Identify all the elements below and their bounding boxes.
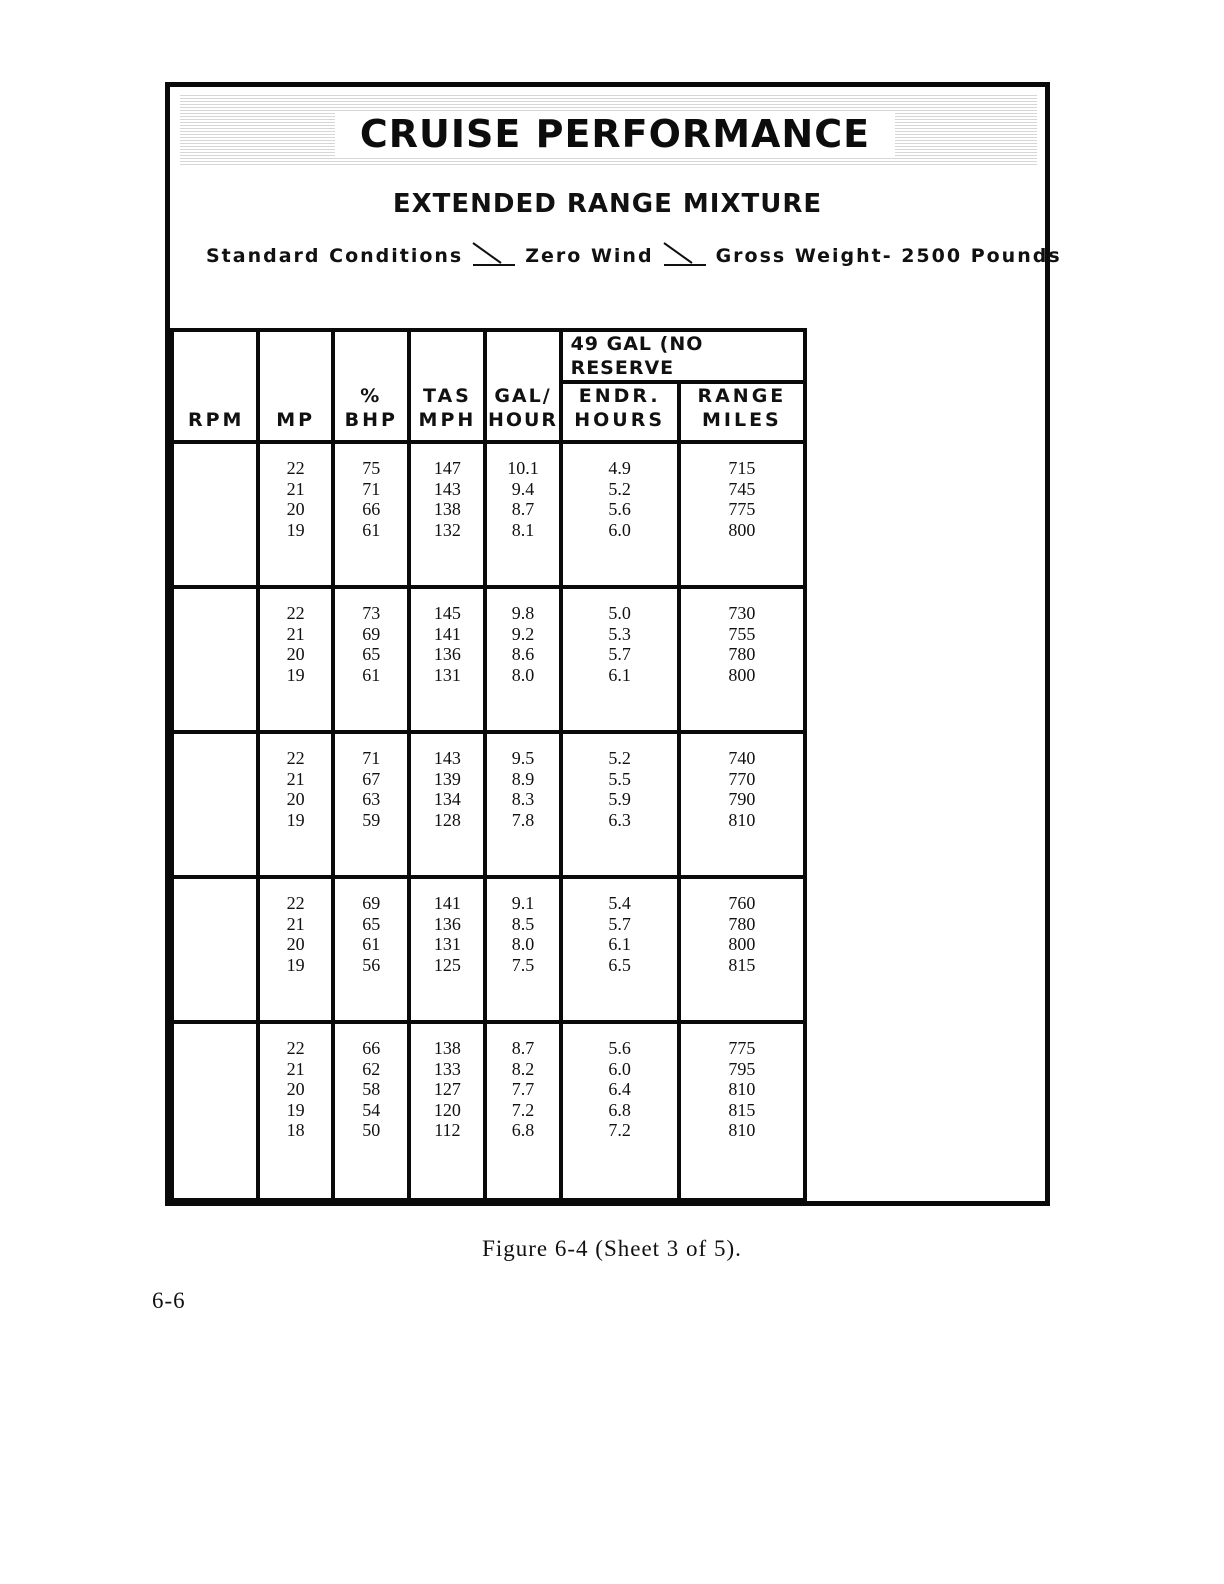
range-value: 810 [728,809,756,830]
header-fuel-group: 49 GAL (NO RESERVE [561,330,805,382]
header-tas-line2: MPH [418,409,477,431]
range-value: 755 [728,623,756,644]
rpm-cell [172,732,258,877]
mp-value: 20 [286,789,305,809]
endr-cell [561,732,679,877]
range-cell [679,1022,805,1200]
endr-value: 6.8 [608,1099,631,1120]
endr-cell [561,877,679,1022]
tas-cell [409,732,485,877]
gal-value: 9.2 [511,623,535,644]
bhp-value: 67 [362,768,381,789]
condition-wind: Zero Wind [525,245,654,267]
tas-value: 136 [433,913,461,934]
mp-value: 22 [286,1038,305,1058]
mp-value: 18 [286,1120,305,1140]
gal-value: 8.2 [511,1058,535,1079]
bhp-cell [333,877,409,1022]
endr-value: 6.3 [608,809,631,830]
header-tas-line1: TAS [422,385,472,407]
endr-value: 5.2 [608,478,631,499]
bhp-value: 66 [362,499,381,519]
bhp-value: 62 [362,1058,381,1079]
gal-value: 8.9 [511,768,535,789]
tas-value: 145 [433,603,461,623]
header-range-line2: MILES [701,409,782,431]
header-rpm: RPM [172,330,258,442]
gal-value: 8.1 [511,519,535,540]
header-bhp-line2: BHP [344,409,398,431]
tas-value: 141 [433,893,461,913]
endr-value: 7.2 [608,1120,631,1140]
range-cell [679,732,805,877]
bhp-value: 59 [362,809,381,830]
figure-caption: Figure 6-4 (Sheet 3 of 5). [482,1236,742,1261]
mp-value: 22 [286,893,305,913]
endr-value: 5.7 [608,644,631,664]
bhp-value: 65 [362,644,381,664]
bhp-value: 61 [362,934,381,954]
bhp-value: 69 [362,623,381,644]
mp-cell [258,442,333,587]
range-value: 800 [728,934,756,954]
header-gal-line1: GAL/ [494,385,552,407]
rpm-cell [172,587,258,732]
mp-value: 20 [286,644,305,664]
mp-value: 19 [286,519,305,540]
range-value: 815 [728,1099,756,1120]
bhp-value: 71 [362,478,381,499]
gal-value: 8.3 [511,789,535,809]
tas-value: 125 [433,954,461,975]
bhp-value: 61 [362,519,381,540]
tas-value: 133 [433,1058,461,1079]
gal-cell [485,877,560,1022]
range-value: 760 [728,893,756,913]
performance-table [170,328,807,1202]
range-value: 775 [728,499,756,519]
bhp-value: 73 [362,603,381,623]
endr-cell [561,442,679,587]
gal-value: 9.8 [511,603,535,623]
tas-value: 141 [433,623,461,644]
gal-cell [485,732,560,877]
table-body [172,442,805,1200]
gal-value: 8.0 [511,664,535,685]
mp-value: 20 [286,499,305,519]
endr-value: 4.9 [608,458,631,478]
table-row [172,587,805,732]
range-value: 770 [728,768,756,789]
gal-value: 7.8 [511,809,535,830]
range-value: 780 [728,913,756,934]
tas-value: 134 [433,789,461,809]
header-gal [485,330,560,442]
endr-value: 6.0 [608,1058,631,1079]
header-bhp [333,330,409,442]
bhp-value: 69 [362,893,381,913]
gal-value: 10.1 [507,458,539,478]
gal-value: 9.1 [511,893,535,913]
range-value: 795 [728,1058,756,1079]
tas-value: 138 [433,499,461,519]
bhp-value: 56 [362,954,381,975]
subtitle: EXTENDED RANGE MIXTURE [392,189,823,219]
bhp-value: 65 [362,913,381,934]
bhp-cell [333,587,409,732]
range-value: 740 [728,748,756,768]
table-row [172,442,805,587]
table-row [172,877,805,1022]
mp-cell [258,587,333,732]
gal-value: 9.4 [511,478,535,499]
range-value: 810 [728,1120,756,1140]
bhp-value: 75 [362,458,381,478]
bhp-value: 71 [362,748,381,768]
mp-value: 19 [286,1099,305,1120]
bhp-value: 66 [362,1038,381,1058]
condition-standard: Standard Conditions [206,245,464,267]
mp-value: 21 [286,1058,305,1079]
gal-value: 6.8 [511,1120,535,1140]
tas-value: 131 [433,664,461,685]
slash-separator-icon [471,241,517,272]
rpm-cell [172,877,258,1022]
range-value: 715 [728,458,756,478]
range-value: 780 [728,644,756,664]
tas-value: 128 [433,809,461,830]
tas-value: 143 [433,748,461,768]
gal-value: 7.2 [511,1099,535,1120]
mp-value: 21 [286,623,305,644]
table-row [172,732,805,877]
range-value: 775 [728,1038,756,1058]
bhp-value: 54 [362,1099,381,1120]
bhp-value: 63 [362,789,381,809]
range-cell [679,877,805,1022]
endr-value: 5.2 [608,748,631,768]
range-value: 800 [728,519,756,540]
tas-value: 112 [434,1120,461,1140]
range-value: 790 [728,789,756,809]
rpm-cell [172,442,258,587]
header-mp: MP [258,330,333,442]
endr-value: 6.5 [608,954,631,975]
gal-cell [485,1022,560,1200]
range-cell [679,442,805,587]
range-value: 815 [728,954,756,975]
tas-value: 147 [433,458,461,478]
gal-value: 8.7 [511,499,535,519]
gal-value: 8.0 [511,934,535,954]
tas-value: 138 [433,1038,461,1058]
endr-value: 6.0 [608,519,631,540]
tas-value: 132 [433,519,461,540]
mp-value: 20 [286,934,305,954]
gal-value: 7.5 [511,954,535,975]
endr-value: 5.9 [608,789,631,809]
tas-cell [409,442,485,587]
header-range [679,382,805,442]
range-cell [679,587,805,732]
tas-cell [409,587,485,732]
endr-cell [561,1022,679,1200]
header-endr-line2: HOURS [574,409,666,431]
bhp-value: 58 [362,1079,381,1099]
slash-separator-icon [662,241,708,272]
endr-value: 5.6 [608,1038,631,1058]
rpm-cell [172,1022,258,1200]
mp-value: 22 [286,748,305,768]
tas-value: 127 [433,1079,461,1099]
page-number: 6-6 [152,1288,186,1313]
bhp-value: 61 [362,664,381,685]
header-tas [409,330,485,442]
mp-cell [258,732,333,877]
endr-value: 5.5 [608,768,631,789]
tas-value: 131 [433,934,461,954]
mp-value: 21 [286,913,305,934]
mp-cell [258,877,333,1022]
mp-value: 19 [286,809,305,830]
gal-value: 9.5 [511,748,535,768]
mp-cell [258,1022,333,1200]
gal-cell [485,587,560,732]
gal-value: 8.5 [511,913,535,934]
tas-value: 120 [433,1099,461,1120]
tas-cell [409,1022,485,1200]
endr-value: 5.6 [608,499,631,519]
range-value: 745 [728,478,756,499]
endr-value: 5.7 [608,913,631,934]
bhp-cell [333,1022,409,1200]
endr-value: 6.4 [608,1079,631,1099]
title-banner [180,95,1037,167]
bhp-cell [333,732,409,877]
mp-value: 22 [286,603,305,623]
endr-cell [561,587,679,732]
mp-value: 20 [286,1079,305,1099]
mp-value: 22 [286,458,305,478]
gal-value: 7.7 [511,1079,535,1099]
condition-weight: Gross Weight- 2500 Pounds [715,245,1062,267]
bhp-value: 50 [362,1120,381,1140]
endr-value: 5.0 [608,603,631,623]
range-value: 800 [728,664,756,685]
gal-value: 8.6 [511,644,535,664]
gal-cell [485,442,560,587]
endr-value: 6.1 [608,934,631,954]
header-bhp-line1: % [360,385,383,407]
tas-cell [409,877,485,1022]
conditions-line [206,241,1062,272]
header-gal-line2: HOUR [487,409,559,431]
bhp-cell [333,442,409,587]
header-endr-line1: ENDR. [578,385,661,407]
tas-value: 143 [433,478,461,499]
endr-value: 6.1 [608,664,631,685]
header-endurance [561,382,679,442]
mp-value: 19 [286,954,305,975]
gal-value: 8.7 [511,1038,535,1058]
endr-value: 5.4 [608,893,631,913]
header-range-line1: RANGE [697,385,787,407]
tas-value: 139 [433,768,461,789]
mp-value: 19 [286,664,305,685]
tas-value: 136 [433,644,461,664]
mp-value: 21 [286,478,305,499]
range-value: 810 [728,1079,756,1099]
mp-value: 21 [286,768,305,789]
chart-frame [165,82,1062,1206]
endr-value: 5.3 [608,623,631,644]
table-row [172,1022,805,1200]
page-title: CRUISE PERFORMANCE [335,111,895,157]
range-value: 730 [728,603,756,623]
